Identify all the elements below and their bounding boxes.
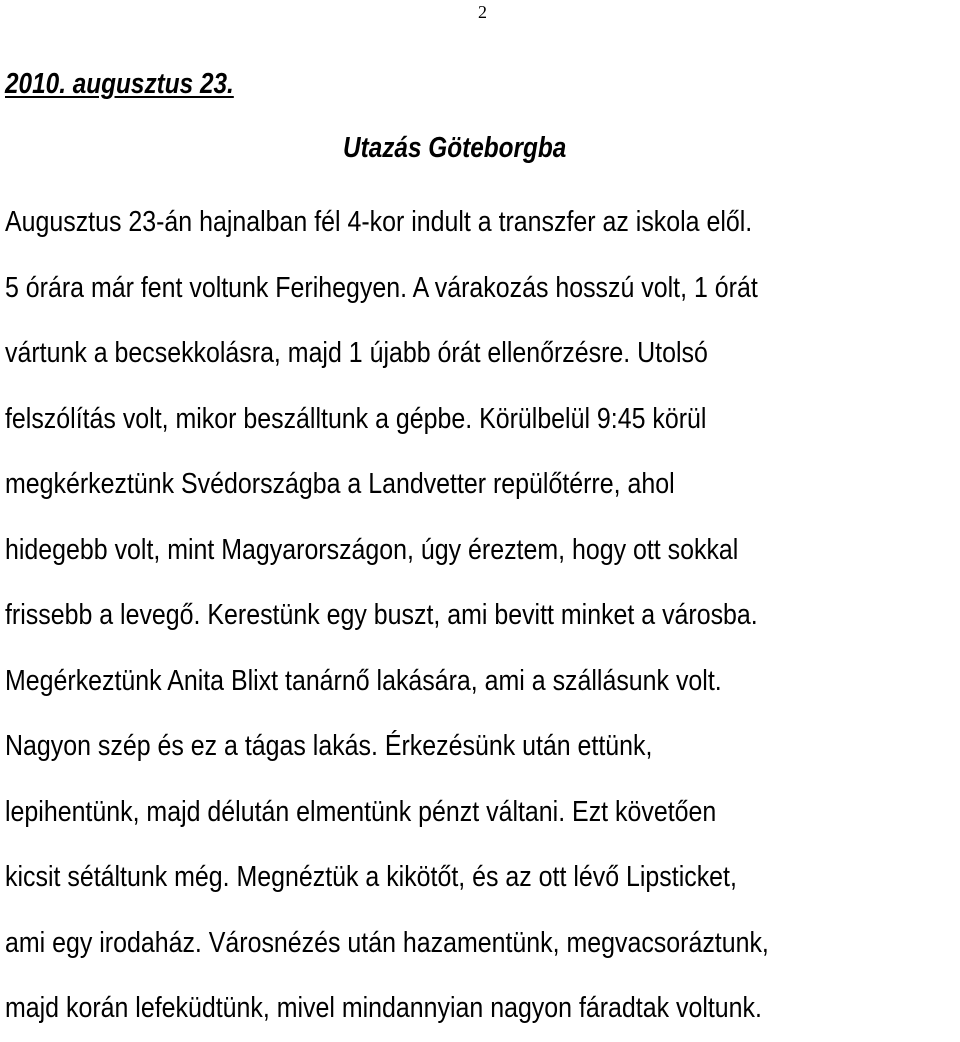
body-line: megkérkeztünk Svédországba a Landvetter repülőtérre, ahol: [5, 468, 675, 500]
body-line: Nagyon szép és ez a tágas lakás. Érkezésünk után ettünk,: [5, 730, 653, 762]
body-line: 5 órára már fent voltunk Ferihegyen. A várakozás hosszú volt, 1 órát: [5, 271, 758, 304]
page-number: 2: [478, 2, 487, 22]
body-line: felszólítás volt, mikor beszálltunk a gépbe. Körülbelül 9:45 körül: [5, 402, 707, 435]
body-line: majd korán lefeküdtünk, mivel mindannyian nagyon fáradtak voltunk.: [5, 992, 762, 1024]
body-line: ami egy irodaház. Városnézés után hazamentünk, megvacsoráztunk,: [5, 926, 769, 959]
body-line: frissebb a levegő. Kerestünk egy buszt, ami bevitt minket a városba.: [5, 599, 758, 631]
article-title: Utazás Göteborgba: [343, 132, 567, 164]
body-line: kicsit sétáltunk még. Megnéztük a kikötőt, és az ott lévő Lipsticket,: [5, 861, 737, 893]
date-heading: 2010. augusztus 23.: [5, 68, 234, 100]
article-body: [5, 190, 769, 1042]
body-line: hidegebb volt, mint Magyarországon, úgy éreztem, hogy ott sokkal: [5, 533, 739, 566]
body-line: Megérkeztünk Anita Blixt tanárnő lakására, ami a szállásunk volt.: [5, 664, 722, 697]
body-line: vártunk a becsekkolásra, majd 1 újabb órát ellenőrzésre. Utolsó: [5, 337, 708, 369]
body-line: Augusztus 23-án hajnalban fél 4-kor indult a transzfer az iskola elől.: [5, 206, 753, 238]
body-line: lepihentünk, majd délután elmentünk pénzt váltani. Ezt követően: [5, 795, 717, 828]
